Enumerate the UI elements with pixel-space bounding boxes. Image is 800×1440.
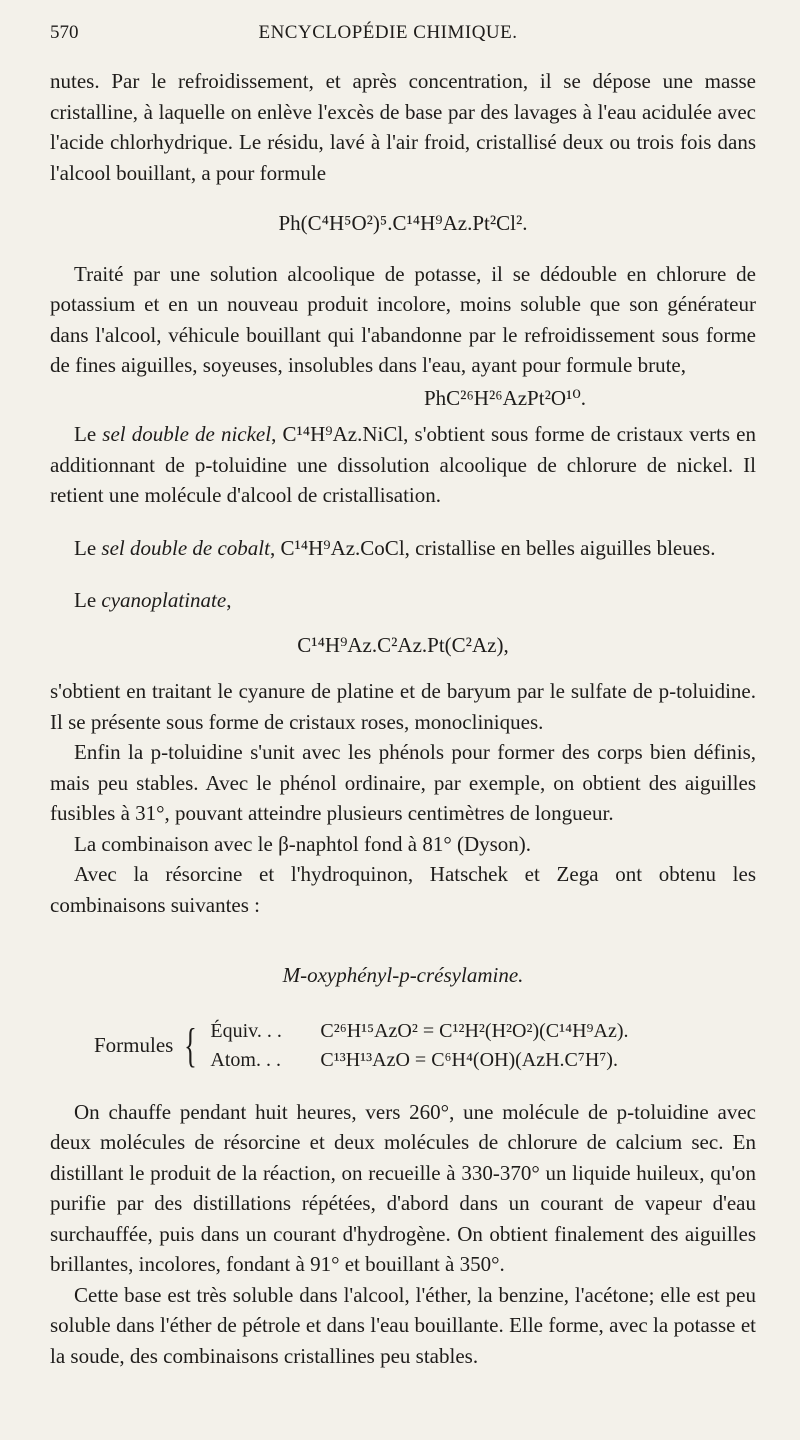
paragraph-7: Enfin la p-toluidine s'unit avec les phénols pour former des corps bien définis, mais peu stables. Avec le phénol ordinaire, par exemple, on obtient des aiguilles fusibles à 31°, pouvant atteindre plusieurs centimètres de longueur. xyxy=(50,740,756,825)
paragraph-6: s'obtient en traitant le cyanure de platine et de baryum par le sulfate de p-toluidine. Il se présente sous forme de cristaux roses, monocliniques. xyxy=(50,679,756,734)
formula-equiv-row xyxy=(210,1017,628,1046)
formula-3: C¹⁴H⁹Az.C²Az.Pt(C²Az), xyxy=(297,632,509,657)
page-header xyxy=(50,22,756,66)
cyano-lead: Le xyxy=(74,588,102,612)
running-title: ENCYCLOPÉDIE CHIMIQUE. xyxy=(258,22,518,43)
paragraph-11: Cette base est très soluble dans l'alcool, l'éther, la benzine, l'acétone; elle est peu soluble dans l'éther de pétrole et dans l'eau bouillante. Elle forme, avec la potasse et la soude, des combinaisons cristallines peu stables. xyxy=(50,1282,756,1368)
formula-equiv: C²⁶H¹⁵AzO² = C¹²H²(H²O²)(C¹⁴H⁹Az). xyxy=(320,1019,629,1042)
formula-atom: C¹³H¹³AzO = C⁶H⁴(OH)(AzH.C⁷H⁷). xyxy=(320,1048,618,1071)
cyano-term: cyanoplatinate xyxy=(101,588,227,612)
brace-icon: { xyxy=(184,1018,198,1072)
nickel-term: sel double de nickel xyxy=(102,422,272,446)
cyano-text: , xyxy=(226,588,232,612)
nickel-lead: Le xyxy=(74,422,103,446)
formulas-label: Formules xyxy=(94,1033,174,1058)
paragraph-2: Traité par une solution alcoolique de potasse, il se dédouble en chlorure de potassium et en un nouveau produit incolore, moins soluble que son générateur dans l'alcool, véhicule bouillant qui l'abandonne par le refroidissement sous forme de fines aiguilles, soyeuses, insolubles dans l'eau, ayant pour formule brute, xyxy=(50,261,756,377)
paragraph-nickel xyxy=(50,419,756,511)
paragraph-10: On chauffe pendant huit heures, vers 260°, une molécule de p-toluidine avec deux molécules de résorcine et deux molécules de chlorure de calcium sec. En distillant le produit de la réaction, on recueille à 330-370° un liquide huileux, qu'on purifie par des distillations répétées, d'abord dans un courant de vapeur d'eau surchauffée, puis dans un courant d'hydrogène. On obtient finalement des aiguilles brillantes, incolores, fondant à 91° et bouillant à 350°. xyxy=(50,1099,756,1276)
nickel-text: , C¹⁴H⁹Az.NiCl, s'obtient sous forme de cristaux verts en additionnant de p-toluidine une dissolution alcoolique de chlorure de nickel. Il retient une molécule d'alcool de cristallisation. xyxy=(50,422,756,507)
page-number: 570 xyxy=(50,22,79,43)
cobalt-text: , C¹⁴H⁹Az.CoCl, cristallise en belles aiguilles bleues. xyxy=(269,535,716,560)
body-text xyxy=(50,66,756,1371)
paragraph-1: nutes. Par le refroidissement, et après concentration, il se dépose une masse cristalline, à laquelle on enlève l'excès de base par des lavages à l'eau acidulée avec l'acide chlorhydrique. Le résidu, lavé à l'air froid, cristallisé deux ou trois fois dans l'alcool bouillant, a pour formule xyxy=(50,69,756,185)
formula-lines xyxy=(210,1017,628,1075)
formula-equiv-label: Équiv. . . xyxy=(210,1019,282,1042)
section-title: M-oxyphényl-p-crésylamine. xyxy=(282,963,524,987)
cobalt-term: sel double de cobalt xyxy=(101,535,270,560)
formula-atom-row xyxy=(210,1046,628,1075)
formula-1: Ph(C⁴H⁵O²)⁵.C¹⁴H⁹Az.Pt²Cl². xyxy=(278,211,528,235)
paragraph-8: La combinaison avec le β-naphtol fond à 81° (Dyson). xyxy=(74,831,532,856)
paragraph-cobalt xyxy=(50,533,756,564)
formula-2: PhC²⁶H²⁶AzPt²O¹⁰. xyxy=(423,385,586,410)
formula-atom-label: Atom. . . xyxy=(210,1048,281,1071)
cobalt-lead: Le xyxy=(74,535,102,560)
formulas-block xyxy=(94,1017,756,1075)
paragraph-9: Avec la résorcine et l'hydroquinon, Hatschek et Zega ont obtenu les combinaisons suivantes : xyxy=(50,862,756,917)
paragraph-cyanoplatinate xyxy=(50,585,756,616)
